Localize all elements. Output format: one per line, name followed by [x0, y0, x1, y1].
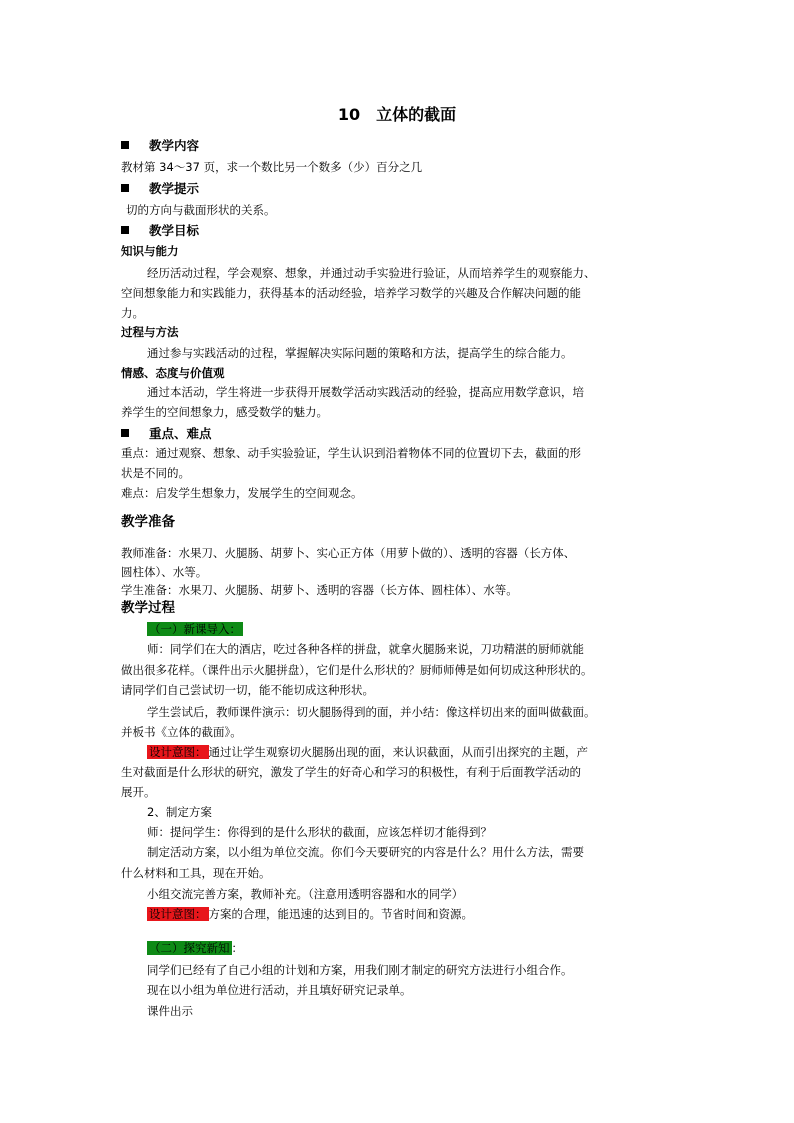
paragraph-line: 重点：通过观察、想象、动手实验验证，学生认识到沿着物体不同的位置切下去，截面的形 [121, 446, 581, 460]
paragraph-line: 经历活动过程，学会观察、想象，并通过动手实验进行验证，从而培养学生的观察能力、 [147, 266, 596, 280]
paragraph-line: 通过本活动，学生将进一步获得开展数学活动实践活动的经验，提高应用数学意识，培 [147, 385, 584, 399]
paragraph-line: 小组交流完善方案，教师补充。（注意用透明容器和水的同学） [147, 887, 464, 901]
step1-tag-line [147, 622, 681, 637]
design1-line: 设计意图： 通过让学生观察切火腿肠出现的面，来认识截面，从而引出探究的主题，产 [149, 745, 588, 759]
design-intent-highlight-tag: 设计意图： [149, 907, 207, 921]
paragraph-line: 什么材料和工具，现在开始。 [121, 866, 271, 880]
goal2-heading: 过程与方法 [121, 325, 179, 339]
step3-tag-line: （二）探究新知 ： [149, 941, 243, 955]
paragraph-line: 养学生的空间想象力，感受数学的魅力。 [121, 405, 328, 419]
goal1-heading: 知识与能力 [121, 244, 179, 258]
paragraph-line: 圆柱体）、水等。 [121, 565, 208, 579]
paragraph-line: 师：同学们在大的酒店，吃过各种各样的拼盘，就拿火腿肠来说，刀功精湛的厨师就能 [147, 642, 584, 656]
design-intent-highlight-tag: 设计意图： [149, 745, 207, 759]
paragraph-line: 同学们已经有了自己小组的计划和方案，用我们刚才制定的研究方法进行小组合作。 [147, 963, 573, 977]
paragraph-line: 课件出示 [147, 1004, 193, 1018]
goal3-heading: 情感、态度与价值观 [121, 366, 225, 380]
paragraph-line: 空间想象能力和实践能力，获得基本的活动经验，培养学习数学的兴趣及合作解决问题的能 [121, 286, 581, 300]
paragraph-line: 学生准备：水果刀、火腿肠、胡萝卜、透明的容器（长方体、圆柱体）、水等。 [121, 583, 518, 597]
square-bullet-icon [121, 184, 129, 192]
square-bullet-icon [121, 226, 129, 234]
paragraph-line: 展开。 [121, 785, 156, 799]
content-text: 教材第 34～37 页，求一个数比另一个数多（少）百分之几 [121, 160, 423, 174]
paragraph-line: 学生尝试后，教师课件演示：切火腿肠得到的面，并小结：像这样切出来的面叫做截面。 [147, 705, 596, 719]
step1-highlight-tag: （一）新课导入： [149, 622, 241, 636]
paragraph-line: 难点：启发学生想象力，发展学生的空间观念。 [121, 486, 363, 500]
paragraph-line: 做出很多花样。（课件出示火腿拼盘），它们是什么形状的？厨师师傅是如何切成这种形状的。 [121, 663, 593, 677]
paragraph-line: 生对截面是什么形状的研究，激发了学生的好奇心和学习的积极性，有利于后面教学活动的 [121, 765, 581, 779]
paragraph-line: 并板书《立体的截面》。 [121, 725, 242, 739]
section-goal-heading: 教学目标 [121, 223, 681, 238]
proc-heading: 教学过程 [121, 600, 175, 616]
paragraph-line: 现在以小组为单位进行活动，并且填好研究记录单。 [147, 983, 412, 997]
section-content-heading: 教学内容 [121, 138, 681, 153]
page-title: 10 立体的截面 [337, 105, 457, 124]
paragraph-line: 请同学们自己尝试切一切，能不能切成这种形状。 [121, 683, 374, 697]
step3-highlight-tag: （二）探究新知 [149, 941, 230, 955]
design2-line: 设计意图： 方案的合理，能迅速的达到目的。节省时间和资源。 [149, 907, 473, 921]
paragraph-line: 教师准备：水果刀、火腿肠、胡萝卜、实心正方体（用萝卜做的）、透明的容器（长方体、 [121, 546, 576, 560]
paragraph-line: 力。 [121, 306, 144, 320]
paragraph-line: 状是不同的。 [121, 466, 190, 480]
hint-text: 切的方向与截面形状的关系。 [126, 203, 276, 217]
square-bullet-icon [121, 141, 129, 149]
step2-heading: 2、制定方案 [147, 805, 212, 819]
square-bullet-icon [121, 429, 129, 437]
section-hint-heading: 教学提示 [121, 181, 681, 196]
paragraph-line: 通过参与实践活动的过程，掌握解决实际问题的策略和方法，提高学生的综合能力。 [147, 346, 573, 360]
paragraph-line: 制定活动方案，以小组为单位交流。你们今天要研究的内容是什么？用什么方法，需要 [147, 845, 584, 859]
prep-heading: 教学准备 [121, 514, 175, 530]
section-key-heading: 重点、难点 [121, 426, 681, 441]
paragraph-line: 师：提问学生：你得到的是什么形状的截面，应该怎样切才能得到？ [147, 825, 492, 839]
